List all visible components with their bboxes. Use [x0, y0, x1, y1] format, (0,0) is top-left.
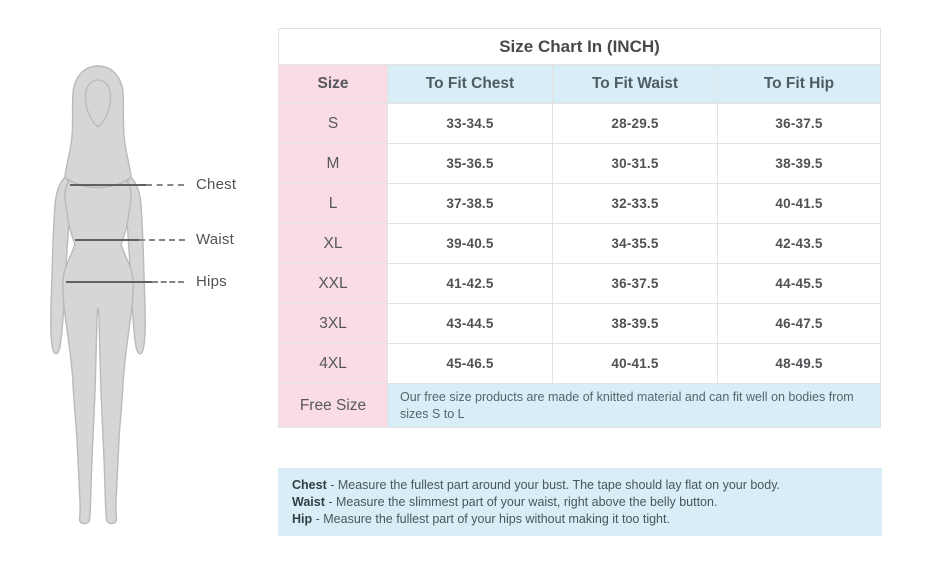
- size-chart-table: [278, 28, 881, 428]
- size-row: [279, 344, 881, 384]
- waist-cell: 36-37.5: [553, 264, 718, 304]
- table-title-row: [279, 29, 881, 65]
- size-row: [279, 224, 881, 264]
- size-row: [279, 104, 881, 144]
- hips-measure-line: [66, 281, 152, 283]
- waist-leader-dash: [139, 239, 185, 241]
- size-table-rows: [279, 104, 881, 384]
- hip-note: [292, 511, 868, 528]
- chest-note-term: Chest: [292, 478, 327, 492]
- hip-cell: 44-45.5: [718, 264, 881, 304]
- free-size-label: Free Size: [279, 384, 388, 428]
- free-size-row: [279, 384, 881, 428]
- waist-note-text: - Measure the slimmest part of your waist, right above the belly button.: [324, 495, 718, 509]
- chest-leader-dash: [146, 184, 184, 186]
- waist-label: Waist: [196, 231, 234, 248]
- chest-note-text: - Measure the fullest part around your bust. The tape should lay flat on your body.: [326, 478, 781, 492]
- column-header-chest: To Fit Chest: [388, 65, 553, 104]
- size-cell: XXL: [279, 264, 388, 304]
- waist-cell: 32-33.5: [553, 184, 718, 224]
- size-row: [279, 144, 881, 184]
- hip-cell: 46-47.5: [718, 304, 881, 344]
- torso-and-legs: [63, 144, 133, 523]
- waist-note: [292, 494, 868, 511]
- column-header-size: Size: [279, 65, 388, 104]
- hip-cell: 48-49.5: [718, 344, 881, 384]
- waist-cell: 34-35.5: [553, 224, 718, 264]
- chest-cell: 33-34.5: [388, 104, 553, 144]
- size-cell: 4XL: [279, 344, 388, 384]
- waist-cell: 38-39.5: [553, 304, 718, 344]
- hip-note-term: Hip: [292, 512, 313, 526]
- chest-cell: 35-36.5: [388, 144, 553, 184]
- chest-cell: 43-44.5: [388, 304, 553, 344]
- size-cell: M: [279, 144, 388, 184]
- column-header-waist: To Fit Waist: [553, 65, 718, 104]
- waist-cell: 30-31.5: [553, 144, 718, 184]
- size-cell: L: [279, 184, 388, 224]
- size-cell: XL: [279, 224, 388, 264]
- measurement-notes-box: [278, 468, 882, 536]
- female-figure: [42, 64, 154, 526]
- hips-label: Hips: [196, 273, 227, 290]
- female-silhouette-graphic: [42, 64, 154, 526]
- size-row: [279, 264, 881, 304]
- waist-measure-line: [75, 239, 139, 241]
- hip-note-text: - Measure the fullest part of your hips without making it too tight.: [312, 512, 670, 526]
- size-cell: S: [279, 104, 388, 144]
- chest-cell: 45-46.5: [388, 344, 553, 384]
- chest-note: [292, 477, 868, 494]
- size-cell: 3XL: [279, 304, 388, 344]
- table-title: Size Chart In (INCH): [279, 29, 881, 65]
- column-header-hip: To Fit Hip: [718, 65, 881, 104]
- chest-cell: 37-38.5: [388, 184, 553, 224]
- size-row: [279, 184, 881, 224]
- hips-leader-dash: [152, 281, 184, 283]
- hip-cell: 36-37.5: [718, 104, 881, 144]
- hip-cell: 38-39.5: [718, 144, 881, 184]
- waist-note-term: Waist: [292, 495, 325, 509]
- waist-cell: 40-41.5: [553, 344, 718, 384]
- chest-cell: 39-40.5: [388, 224, 553, 264]
- chest-label: Chest: [196, 176, 237, 193]
- chest-cell: 41-42.5: [388, 264, 553, 304]
- chest-measure-line: [70, 184, 146, 186]
- hip-cell: 42-43.5: [718, 224, 881, 264]
- waist-cell: 28-29.5: [553, 104, 718, 144]
- free-size-note: Our free size products are made of knitted material and can fit well on bodies from sizes S to L: [388, 384, 881, 428]
- size-row: [279, 304, 881, 344]
- hip-cell: 40-41.5: [718, 184, 881, 224]
- table-header-row: [279, 65, 881, 104]
